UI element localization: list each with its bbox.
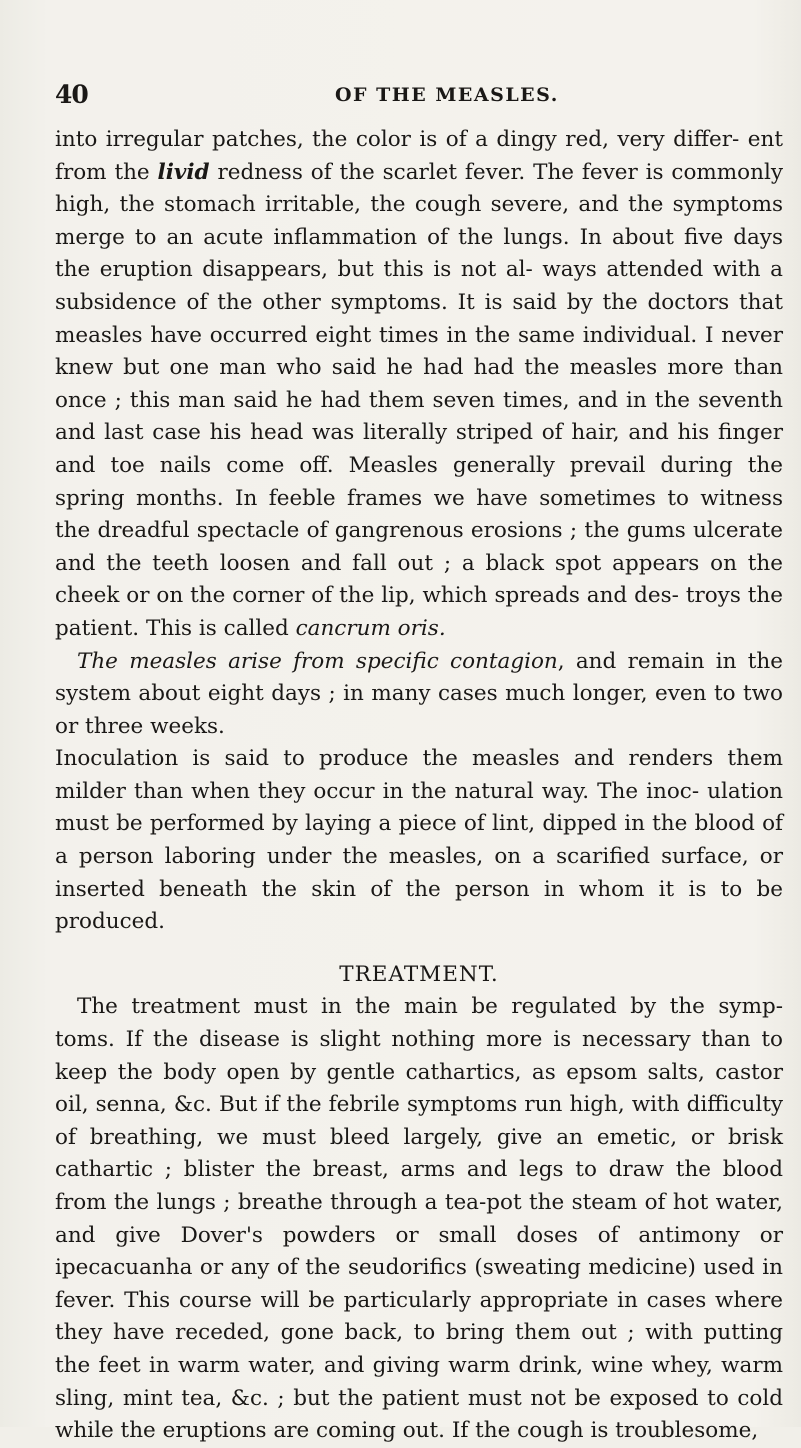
paragraph-symptoms [55,124,783,646]
text-run: into irregular patches, the color is of a dingy red, very differ- ent from the [55,127,783,185]
page-number: 40 [55,80,88,109]
text-run: redness of the scarlet fever. The fever is commonly high, the stomach irritable, the cough severe, and the symptoms merge to an acute inflammation of the lungs. In about five days the eruption disappears, but this is not al- ways attended with a subsidence of the other symptoms. It is said by the doctors that measles have occurred eight times in the same individual. I never knew but one man who said he had had the measles more than once ; this man said he had them seven times, and in the seventh and last case his head was literally striped of hair, and his finger and toe nails come off. Measles generally prevail during the spring months. In feeble frames we have sometimes to witness the dreadful spectacle of gangrenous erosions ; the gums ulcerate and the teeth loosen and fall out ; a black spot appears on the cheek or on the corner of the lip, which spreads and des- troys the patient. This is called [55,159,783,641]
body-text [55,124,783,1448]
running-title: OF THE MEASLES. [335,84,559,106]
running-head [55,80,775,110]
paragraph-treatment: The treatment must in the main be regulated by the symp- toms. If the disease is slight nothing more is necessary than to keep the body open by gentle cathartics, as epsom salts, castor oil, senna, &c. But if the febrile symptoms run high, with difficulty of breathing, we must bleed largely, give an emetic, or brisk cathartic ; blister the breast, arms and legs to draw the blood from the lungs ; breathe through a tea-pot the steam of hot water, and give Dover's powders or small doses of antimony or ipecacuanha or any of the seudorifics (sweating medicine) used in fever. This course will be particularly appropriate in cases where they have receded, gone back, to bring them out ; with putting the feet in warm water, and giving warm drink, wine whey, warm sling, mint tea, &c. ; but the patient must not be exposed to cold while the eruptions are coming out. If the cough is troublesome, [55,994,783,1444]
section-heading-treatment: TREATMENT. [339,961,499,987]
paragraph-inoculation: Inoculation is said to produce the measles and renders them milder than when they occur in the natural way. The inoc- ulation must be performed by laying a piece of lint, dipped in the blood of a person laboring under the measles, on a scarified surface, or inserted beneath the skin of the person in whom it is to be produced. [55,746,783,935]
paragraph-contagion [55,646,783,744]
term-cancrum-oris: cancrum oris. [295,615,446,641]
emphasis-livid: livid [157,159,210,185]
text-run: , and remain in the system about eight days ; in many cases much longer, even to two or three weeks. [55,648,783,739]
emphasis-contagion: The measles arise from specific contagion [77,648,558,674]
